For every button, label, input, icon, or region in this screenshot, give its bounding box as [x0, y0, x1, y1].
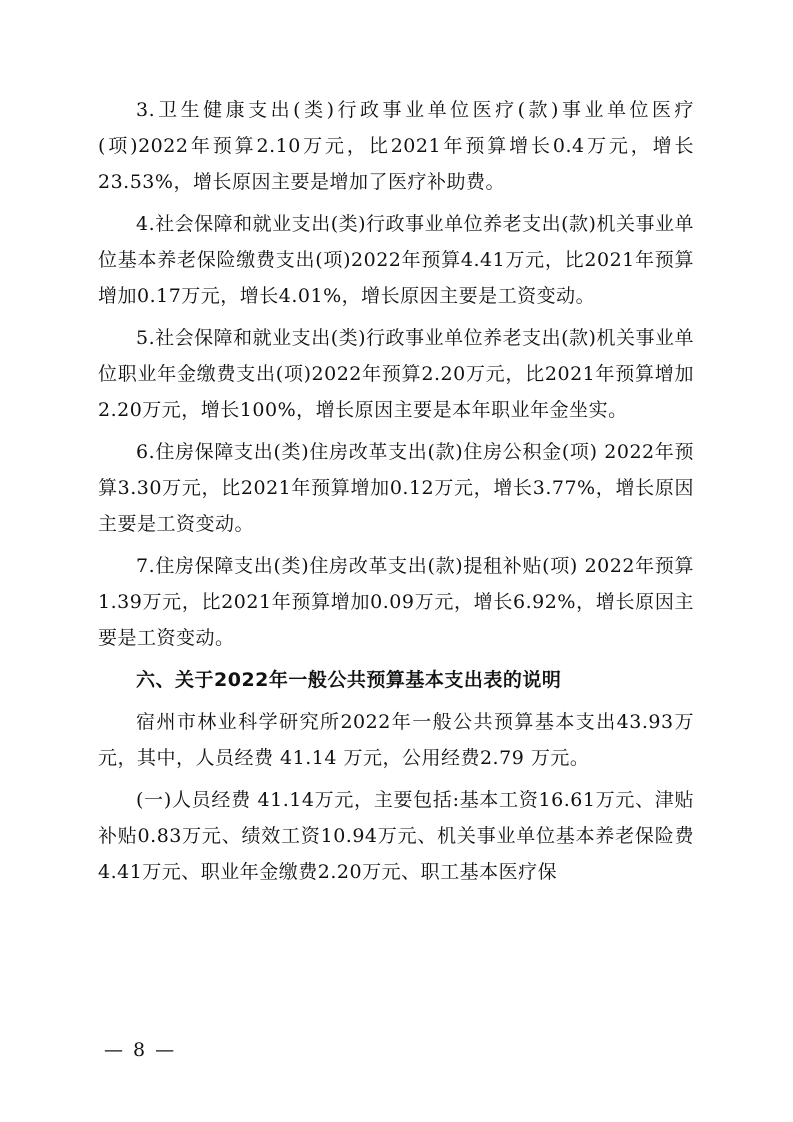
section-heading: 六、关于2022年一般公共预算基本支出表的说明: [136, 669, 562, 691]
personnel-expense-paragraph: (一)人员经费 41.14万元，主要包括:基本工资16.61万元、津贴补贴0.83万元、绩效工资10.94万元、机关事业单位基本养老保险费4.41万元、职业年金缴费2.20万元、职工基本医疗保: [98, 789, 694, 883]
paragraph-item-4: 4.社会保障和就业支出(类)行政事业单位养老支出(款)机关事业单位基本养老保险缴费支出(项)2022年预算4.41万元，比2021年预算增加0.17万元，增长4.01%，增长原因主要是工资变动。: [98, 213, 694, 307]
paragraph-item-7: 7.住房保障支出(类)住房改革支出(款)提租补贴(项) 2022年预算1.39万元，比2021年预算增加0.09万元，增长6.92%，增长原因主要是工资变动。: [98, 555, 694, 649]
paragraph-item-5: 5.社会保障和就业支出(类)行政事业单位养老支出(款)机关事业单位职业年金缴费支出(项)2022年预算2.20万元，比2021年预算增加2.20万元，增长100%，增长原因主要是本年职业年金坐实。: [98, 327, 694, 421]
paragraph-item-3: 3.卫生健康支出(类)行政事业单位医疗(款)事业单位医疗(项)2022年预算2.10万元，比2021年预算增长0.4万元，增长23.53%，增长原因主要是增加了医疗补助费。: [98, 99, 694, 193]
section-summary-paragraph: 宿州市林业科学研究所2022年一般公共预算基本支出43.93万元，其中，人员经费 41.14 万元，公用经费2.79 万元。: [98, 711, 694, 769]
paragraph-item-6: 6.住房保障支出(类)住房改革支出(款)住房公积金(项) 2022年预算3.30万元，比2021年预算增加0.12万元，增长3.77%，增长原因主要是工资变动。: [98, 441, 694, 535]
document-page: [98, 92, 694, 890]
page-number: — 8 —: [104, 1039, 177, 1061]
